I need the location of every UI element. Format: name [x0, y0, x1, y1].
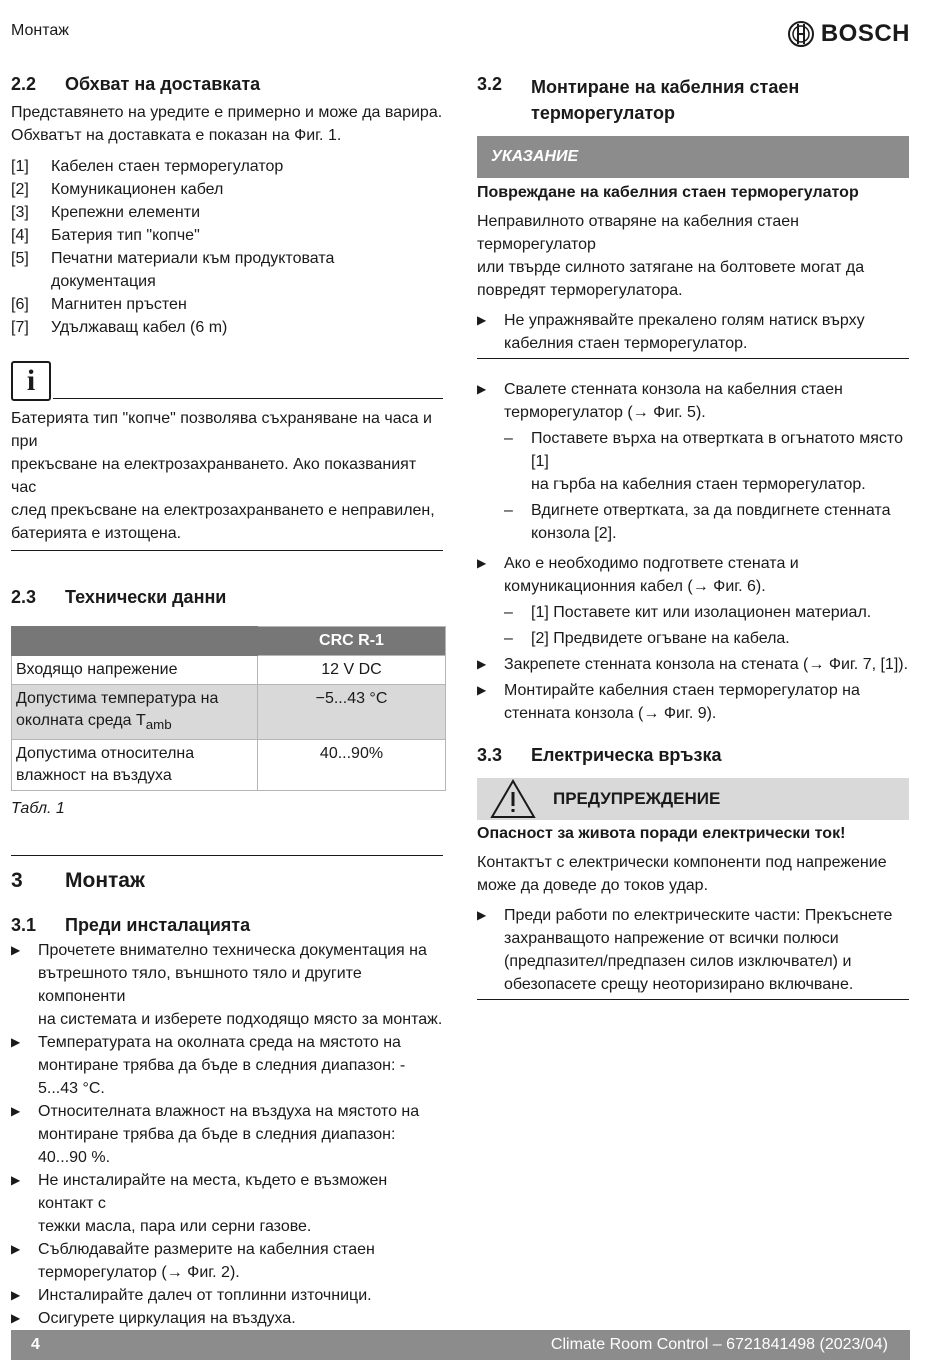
section-number: 2.2: [11, 74, 37, 94]
item-text: Батерия тип "копче": [51, 227, 200, 244]
table-row: [12, 656, 446, 685]
table-row: [12, 740, 446, 791]
right-column: [477, 74, 909, 1000]
title-line: Монтиране на кабелния стаен: [531, 77, 800, 97]
sub-item: [477, 601, 909, 624]
mounting-steps: [477, 378, 909, 725]
section-title: [531, 74, 799, 126]
bullet-arrow-icon: ▶: [477, 382, 487, 396]
bullet-arrow-icon: ▶: [477, 556, 487, 570]
bullet-arrow-icon: ▶: [11, 1311, 21, 1326]
warning-triangle-icon: [489, 778, 539, 820]
list-item: [11, 293, 443, 316]
line: комуникационния кабел (→ Фиг. 6).: [504, 578, 766, 595]
line: монтиране трябва да бъде в следния диапазон:: [38, 1126, 396, 1144]
document-id: Climate Room Control – 6721841498 (2023/04): [550, 1336, 888, 1353]
list-item: [11, 155, 443, 178]
info-box: [11, 361, 443, 401]
line: Инсталирайте далеч от топлинни източници.: [38, 1287, 372, 1305]
warning-heading: Опасност за живота поради електрически ток!: [477, 825, 846, 842]
bullet-arrow-icon: ▶: [11, 1288, 21, 1303]
line: конзола [2].: [531, 525, 617, 542]
list-item: [477, 653, 909, 676]
section-number: 3.3: [477, 745, 503, 765]
item-number: [2]: [11, 181, 29, 198]
bullet-arrow-icon: ▶: [11, 943, 21, 958]
bullet-arrow-icon: ▶: [11, 1035, 21, 1050]
section-title: Технически данни: [65, 587, 227, 607]
label-text: околната среда T: [16, 712, 146, 729]
line: захранващото напрежение от всички полюси: [504, 930, 839, 947]
line: Ако е необходимо подгответе стената и: [504, 555, 799, 572]
line: повредят терморегулатора.: [477, 282, 683, 299]
table-row: [12, 685, 446, 740]
label-line: Допустима температура на: [16, 690, 219, 707]
tech-data-table: [11, 626, 446, 791]
item-number: [1]: [11, 158, 29, 175]
list-item: [11, 1100, 443, 1169]
bosch-armature-icon: [787, 20, 815, 48]
dash-mark: –: [504, 430, 513, 447]
section-3-2-heading: [477, 74, 909, 126]
item-number: [4]: [11, 227, 29, 244]
dash-mark: –: [504, 630, 513, 647]
label-subscript: amb: [145, 717, 172, 733]
list-item: [11, 1031, 443, 1100]
line: Закрепете стенната конзола на стената (→ Фиг. 7, [1]).: [504, 656, 909, 673]
row-value: 40...90%: [258, 740, 446, 791]
row-value: 12 V DC: [258, 656, 446, 685]
item-number: [5]: [11, 250, 29, 267]
line: Свалете стенната конзола на кабелния стаен: [504, 381, 843, 398]
preinstall-list: [11, 939, 443, 1330]
line: или твърде силното затягане на болтовете могат да: [477, 259, 865, 276]
divider: [53, 398, 443, 399]
intro-line: Обхватът на доставката е показан на Фиг. 1.: [11, 127, 342, 144]
dash-mark: –: [504, 502, 513, 519]
item-text: Магнитен пръстен: [51, 296, 187, 313]
item-text: Печатни материали към продуктовата документация: [51, 250, 335, 290]
line: терморегулатор (→ Фиг. 5).: [504, 404, 706, 421]
section-number: 3.1: [11, 915, 37, 936]
line: тежки масла, пара или серни газове.: [38, 1218, 312, 1236]
label-line: Входящо напрежение: [16, 661, 178, 678]
item-text: Кабелен стаен терморегулатор: [51, 158, 284, 175]
bullet-arrow-icon: ▶: [477, 908, 487, 922]
delivery-list: [11, 155, 443, 339]
item-text: Удължаващ кабел (6 m): [51, 319, 228, 336]
bullet-arrow-icon: ▶: [11, 1104, 21, 1119]
list-item: [11, 1307, 443, 1330]
notice-heading: Повреждане на кабелния стаен терморегулатор: [477, 184, 859, 201]
left-column: [11, 74, 443, 1330]
item-number: [3]: [11, 204, 29, 221]
row-value: −5...43 °C: [258, 685, 446, 740]
info-line: батерията е изтощена.: [11, 525, 182, 542]
divider: [11, 855, 443, 856]
line: (предпазител/предпазен силов изключвател) и: [504, 953, 852, 970]
header-empty-cell: [12, 627, 258, 656]
column-header: CRC R-1: [258, 627, 446, 656]
page-number: 4: [31, 1336, 40, 1353]
info-text: [11, 401, 443, 551]
item-text: Комуникационен кабел: [51, 181, 224, 198]
line: стенната конзола (→ Фиг. 9).: [504, 705, 717, 722]
sub-item: [477, 427, 909, 496]
notice-text: [477, 210, 909, 302]
bullet-arrow-icon: ▶: [477, 313, 487, 327]
list-item: [11, 316, 443, 339]
line: Вдигнете отвертката, за да повдигнете стенната: [531, 502, 891, 519]
list-item: [477, 552, 909, 598]
section-title: Електрическа връзка: [531, 745, 722, 765]
label-line: [16, 710, 253, 736]
row-label: [12, 656, 258, 685]
info-line: прекъсване на електрозахранването. Ако показваният час: [11, 456, 417, 496]
section-number: 3.2: [477, 74, 503, 94]
section-3-1-heading: [11, 915, 443, 936]
intro-line: Представянето на уредите е примерно и може да варира.: [11, 104, 443, 121]
list-item: [11, 939, 443, 1031]
chapter-title: Монтаж: [65, 869, 145, 893]
section-title: Преди инсталацията: [65, 915, 251, 936]
line: обезопасете срещу неоторизирано включване.: [504, 976, 854, 993]
table-caption: Табл. 1: [11, 800, 65, 818]
item-number: [6]: [11, 296, 29, 313]
list-item: [11, 247, 443, 293]
line: Поставете върха на отвертката в огънатото място [1]: [531, 430, 903, 470]
row-label: [12, 685, 258, 740]
line: [2] Предвидете огъване на кабела.: [531, 630, 790, 647]
section-3-3-heading: [477, 745, 909, 766]
notice-bar: УКАЗАНИЕ: [477, 136, 909, 178]
list-item: [11, 178, 443, 201]
list-item: [11, 201, 443, 224]
line: Температурата на околната среда на мястото на: [38, 1034, 401, 1052]
bosch-logo: [787, 20, 910, 48]
line: Монтирайте кабелния стаен терморегулатор на: [504, 682, 860, 699]
bullet-arrow-icon: ▶: [11, 1173, 21, 1188]
line: [1] Поставете кит или изолационен материал.: [531, 604, 872, 621]
brand-name: BOSCH: [820, 20, 910, 47]
row-label: [12, 740, 258, 791]
line: Контактът с електрически компоненти под напрежение: [477, 854, 887, 871]
sub-item: [477, 499, 909, 545]
line: Прочетете внимателно техническа документация на: [38, 942, 427, 960]
list-item: [11, 1169, 443, 1238]
line: терморегулатор (→ Фиг. 2).: [38, 1264, 240, 1282]
info-icon: i: [11, 361, 51, 401]
list-item: [477, 679, 909, 725]
list-item: [11, 1284, 443, 1307]
line: вътрешното тяло, външното тяло и другите компоненти: [38, 965, 362, 1006]
line: кабелния стаен терморегулатор.: [504, 335, 748, 352]
line: 40...90 %.: [38, 1149, 111, 1167]
notice-bullet: [477, 309, 909, 359]
chapter-3-heading: [11, 869, 443, 893]
line: 5...43 °C.: [38, 1080, 105, 1098]
bullet-arrow-icon: ▶: [477, 683, 487, 697]
section-title: Обхват на доставката: [65, 74, 261, 94]
line: Съблюдавайте размерите на кабелния стаен: [38, 1241, 375, 1259]
section-number: 2.3: [11, 587, 37, 607]
label-line: влажност на въздуха: [16, 767, 172, 785]
chapter-number: 3: [11, 869, 23, 893]
label-line: Допустима относителна: [16, 745, 195, 763]
warning-label: ПРЕДУПРЕЖДЕНИЕ: [553, 789, 721, 808]
line: Преди работи по електрическите части: Прекъснете: [504, 907, 893, 924]
info-line: Батерията тип "копче" позволява съхраняване на часа и при: [11, 410, 432, 450]
list-item: [11, 224, 443, 247]
page-header: [11, 20, 910, 46]
title-line: терморегулатор: [531, 103, 675, 123]
warning-bar: [477, 778, 909, 820]
list-item: [11, 1238, 443, 1284]
bullet-arrow-icon: ▶: [11, 1242, 21, 1257]
line: Не упражнявайте прекалено голям натиск върху: [504, 312, 865, 329]
line: Неправилното отваряне на кабелния стаен терморегулатор: [477, 213, 799, 253]
section-2-3-heading: [11, 587, 443, 608]
item-text: Крепежни елементи: [51, 204, 201, 221]
sub-item: [477, 627, 909, 650]
line: Осигурете циркулация на въздуха.: [38, 1310, 296, 1328]
bullet-arrow-icon: ▶: [477, 657, 487, 671]
header-title: Монтаж: [11, 22, 69, 39]
line: монтиране трябва да бъде в следния диапазон: -: [38, 1057, 406, 1075]
list-item: [477, 378, 909, 424]
section-2-2-intro: [11, 101, 443, 147]
line: на гърба на кабелния стаен терморегулатор.: [531, 476, 866, 493]
line: Относителната влажност на въздуха на мястото на: [38, 1103, 420, 1121]
warning-text: [477, 851, 909, 897]
page-footer: [11, 1330, 910, 1360]
section-2-2-heading: [11, 74, 443, 95]
info-line: след прекъсване на електрозахранването е неправилен,: [11, 502, 435, 519]
item-number: [7]: [11, 319, 29, 336]
warning-bullet: [477, 904, 909, 1000]
line: на системата и изберете подходящо място за монтаж.: [38, 1011, 443, 1029]
line: Не инсталирайте на места, където е възможен контакт с: [38, 1172, 388, 1213]
dash-mark: –: [504, 604, 513, 621]
line: може да доведе до токов удар.: [477, 877, 709, 894]
